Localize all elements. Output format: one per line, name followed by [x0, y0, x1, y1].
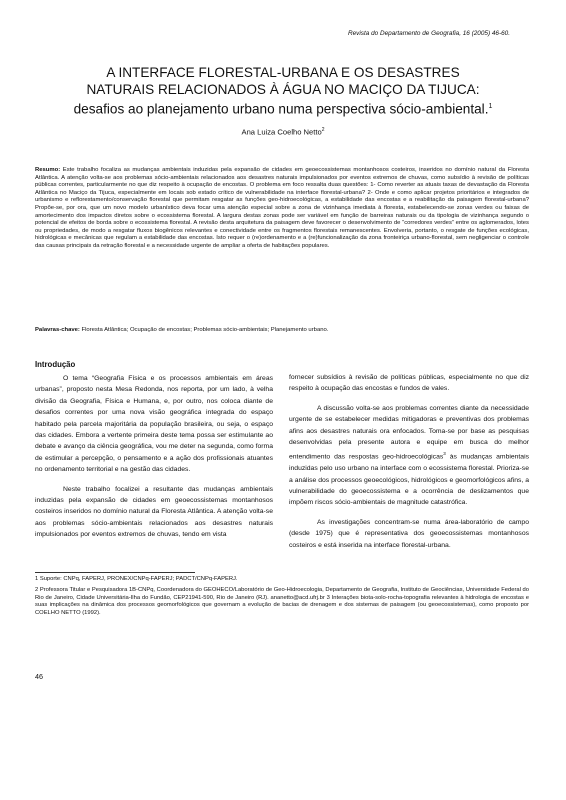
title-line-2: NATURAIS RELACIONADOS À ÁGUA NO MACIÇO DA TIJUCA:	[86, 82, 480, 97]
footnotes	[35, 576, 529, 621]
body-column-right	[289, 372, 529, 559]
page-number: 46	[35, 672, 43, 681]
abstract-label: Resumo:	[35, 167, 61, 173]
running-head: Revista do Departamento de Geografia, 16 (2005) 46-60.	[348, 30, 510, 37]
paragraph: As investigações concentram-se numa área-laboratório de campo (desde 1975) que é representativa dos geoecossistemas montanhosos costeiros e está inserida na interface florestal-urbana.	[289, 518, 529, 549]
keywords	[35, 327, 529, 335]
title-line-1: A INTERFACE FLORESTAL-URBANA E OS DESASTRES	[106, 65, 460, 80]
author-line	[0, 127, 566, 137]
paragraph: O tema “Geografia Física e os processos ambientais em áreas urbanas”, proposto nesta Mesa Redonda, nos reporta, por um lado, à velha divisão da Geografia, Física e Humana, e, por outro, nos coloca diante de desafios correntes por uma nova visão geográfica integrada do espaço habitado pela parcela majoritária da população brasileira, ou seja, o espaço das cidades. Embora a vertente primeira deste tema possa ser estimulante ao debate e avanço da ciência geográfica, vou me deter na segunda, como forma de estimular a percepção, o pensamento e a ação dos profissionais atuantes no ordenamento territorial e na gestão das cidades.	[35, 375, 273, 474]
body-column-left	[35, 359, 273, 549]
paragraph	[289, 403, 529, 509]
article-subtitle	[50, 98, 516, 118]
author-name: Ana Luiza Coelho Netto	[241, 127, 322, 137]
keywords-label: Palavras-chave:	[35, 327, 80, 333]
paragraph-text: às mudanças ambientais induzidas pelo uso urbano na interface com o ecossistema florestal. Prioriza-se a análise dos processos geoecológicos, hidrológicos e geomorfológicos afins, a vulnerabilidade do geoecossistema e a ocorrência de deslizamentos que impõem riscos sócio-ambientais de magnitude catastrófica.	[289, 453, 529, 507]
abstract	[35, 167, 529, 251]
subtitle-text: desafios ao planejamento urbano numa perspectiva sócio-ambiental.	[73, 101, 489, 117]
paragraph: fornecer subsídios à revisão de políticas públicas, especialmente no que diz respeito à ocupação das encostas e fundos de vales.	[289, 374, 529, 393]
section-heading: Introdução	[35, 360, 76, 369]
keywords-text: Floresta Atlântica; Ocupação de encostas; Problemas sócio-ambientais; Planejamento urbano.	[81, 327, 329, 333]
author-footnote-marker: 2	[321, 127, 325, 133]
subtitle-footnote-marker: 1	[488, 103, 493, 110]
footnote-1: 1 Suporte: CNPq, FAPERJ, PRONEX/CNPq-FAPERJ; PADCT/CNPq-FAPERJ.	[35, 576, 238, 582]
footnote-divider	[35, 572, 195, 573]
paragraph-text: A discussão volta-se aos problemas correntes diante da necessidade urgente de se estabelecer medidas mitigadoras e preventivas dos problemas afins aos desastres naturais ora enfocados. Toma-se por base as pesquisas desenvolvidas pela presente autora e equipe em busca do melhor entendimento das respostas geo-hidroecológicas	[289, 404, 529, 461]
article-title	[50, 64, 516, 118]
abstract-text: Este trabalho focaliza as mudanças ambientais induzidas pela expansão de cidades em geoecossistemas montanhosos costeiros, inseridos no domínio natural da Floresta Atlântica. A atenção volta-se aos problemas sócio-ambientais relacionados aos desastres naturais impulsionados por eventos extremos de chuvas, como subsídio à revisão de políticas públicas correntes, particularmente no que diz respeito à ocupação de encostas. O problema em foco ressalta duas questões: 1- Como reverter as atuais taxas de devastação da Floresta Atlântica no Maciço da Tijuca, especialmente em locais sob estado crítico de vulnerabilidade na interface florestal-urbana? 2- Onde e como aplicar projetos prioritários e integrados de urbanismo e reflorestamento/conservação florestal que permitam resgatar as funções geo-hidroecológicas, a estabilidade das encostas e a reabilitação da paisagem florestal-urbana? Propõe-se, por ora, que um novo modelo urbanístico deva focar uma atenção especial sobre a zona de vizinhança imediata à floresta, estabelecendo-se zonas verdes ou faixas de amortecimento dos impactos diretos sobre o ecossistema florestal. A largura destas zonas pode ser variável em função de barreiras naturais ou da tipologia de vizinhança segundo o potencial de efeitos de borda sobre o ecossistema florestal. A revisão desta arquitetura da paisagem deve favorecer o desenvolvimento de “corredores verdes” entre os aglomerados, lotes ou propriedades, de modo a resgatar fluxos biogênicos relevantes e conectividade entre os fragmentos florestais remanescentes. Envolveria, portanto, o resgate de funções ecológicas, hidrológicas e mecânicas que regulam a estabilidade das encostas. Isto requer o (re)ordenamento e a (re)funcionalização da zona fronteiriça urbano-florestal, sem negligenciar o controle das causas principais da retração florestal e a necessidade urgente de ampliar a oferta de habitações populares.	[35, 167, 529, 249]
footnote-2: 2 Professora Titular e Pesquisadora 1B-CNPq, Coordenadora do GEOHECO/Laboratório de Geo-Hidroecologia, Departamento de Geografia, Instituto de Geociências, Universidade Federal do Rio de Janeiro, Cidade Universitária-Ilha do Fundão, CEP21941-590, Rio de Janeiro (RJ). ananetto@acd.ufrj.br 3 Interações biota-solo-rocha-topografia relevantes à hidrologia de encostas e suas implicações na dinâmica dos processos geomorfológicos que governam a evolução de bacias de drenagem e dos sistemas de paisagem (ou geoecossistemas), como proposto por COELHO NETTO (1992).	[35, 586, 529, 617]
paragraph: Neste trabalho focalizei a resultante das mudanças ambientais induzidas pela expansão de cidades em geoecossistemas montanhosos costeiros inseridos no domínio natural da Floresta Atlântica. A atenção volta-se aos problemas sócio-ambientais relacionados aos desastres naturais impulsionados por eventos extremos de chuvas, tendo em vista	[35, 485, 273, 539]
footnote-marker: 3	[443, 451, 446, 457]
